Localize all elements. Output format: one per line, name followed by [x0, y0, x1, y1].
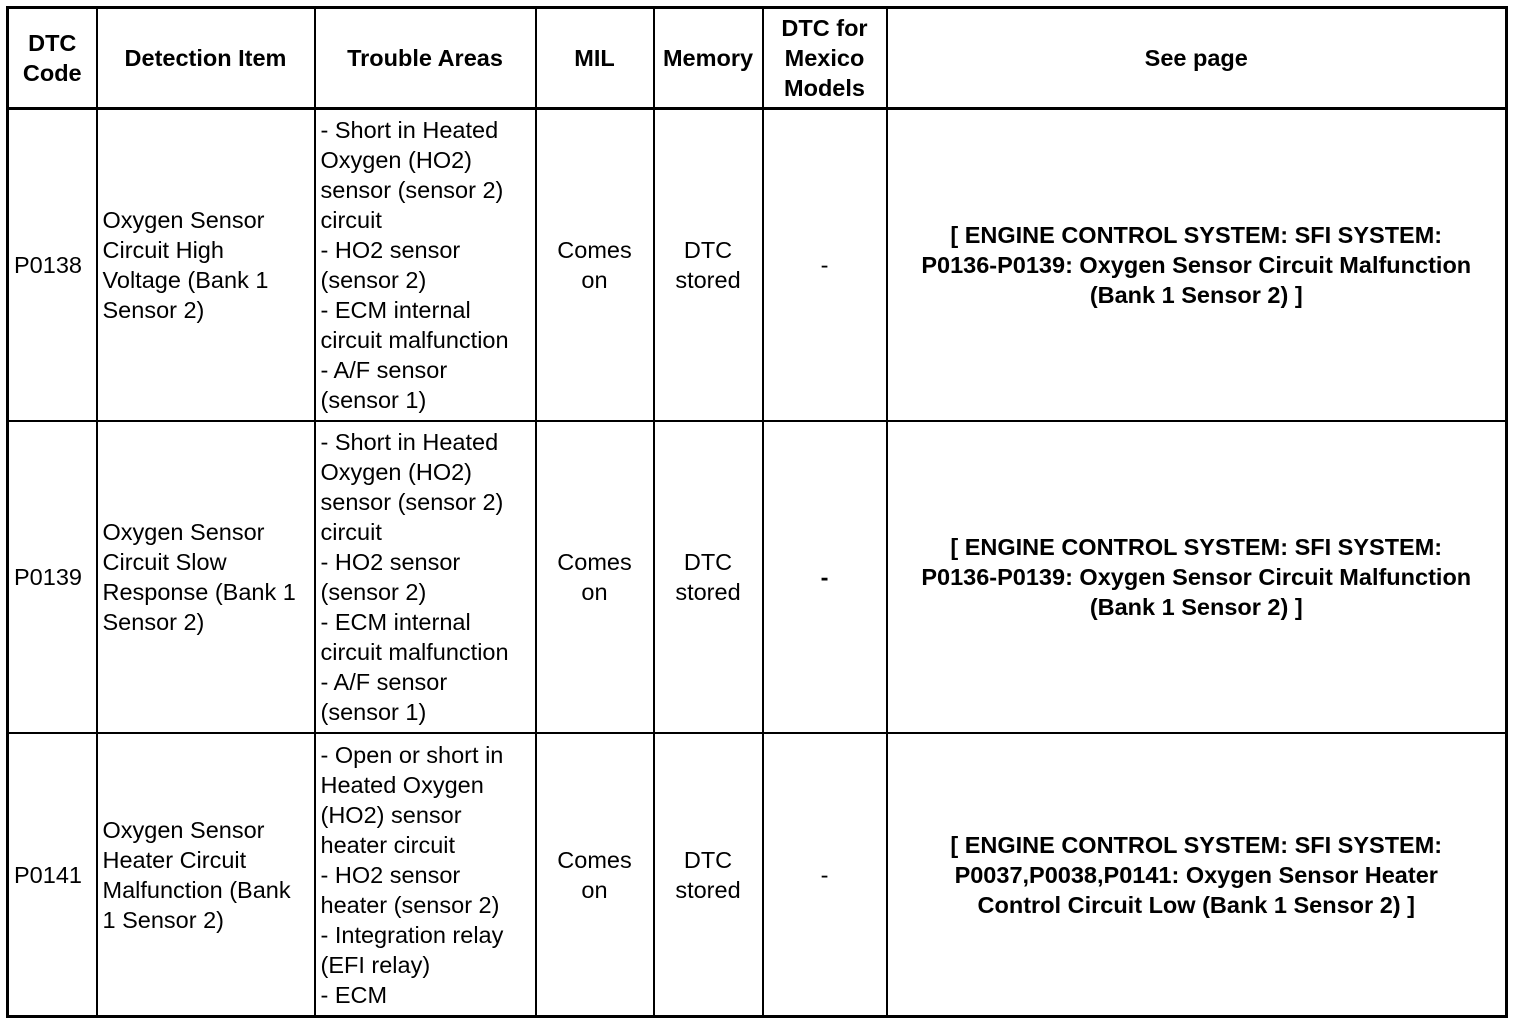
mil-cell: [536, 421, 654, 733]
see-page-line: Control Circuit Low (Bank 1 Sensor 2) ]: [977, 891, 1415, 918]
detection-item-line: Circuit Slow: [102, 549, 227, 576]
mil-line: on: [581, 579, 608, 606]
trouble-area-line: - Open or short in: [320, 741, 504, 768]
trouble-area-line: - Integration relay: [320, 921, 504, 948]
detection-item-line: Response (Bank 1: [102, 579, 296, 606]
detection-item-line: Malfunction (Bank: [102, 876, 291, 903]
trouble-areas-cell: [315, 733, 536, 1016]
mil-line: on: [581, 266, 608, 293]
detection-item-line: Circuit High: [102, 236, 224, 263]
trouble-area-line: (sensor 2): [320, 266, 427, 293]
mil-cell: [536, 109, 654, 421]
detection-item-cell: [97, 733, 315, 1016]
dtc-code-cell: P0139: [8, 421, 97, 733]
dtc-code-cell: P0141: [8, 733, 97, 1016]
see-page-line: [ ENGINE CONTROL SYSTEM: SFI SYSTEM:: [950, 534, 1443, 561]
trouble-areas-cell: [315, 421, 536, 733]
trouble-area-line: - ECM internal: [320, 296, 471, 323]
table-row: [8, 109, 1507, 421]
header-mil: MIL: [536, 8, 654, 109]
memory-line: stored: [675, 579, 741, 606]
memory-line: DTC: [683, 549, 733, 576]
trouble-area-line: (EFI relay): [320, 951, 431, 978]
see-page-link[interactable]: [887, 109, 1507, 421]
see-page-line: (Bank 1 Sensor 2) ]: [1089, 594, 1303, 621]
trouble-area-line: sensor (sensor 2): [320, 176, 504, 203]
detection-item-line: Oxygen Sensor: [102, 816, 265, 843]
header-detection-item: Detection Item: [97, 8, 315, 109]
trouble-area-line: heater (sensor 2): [320, 891, 500, 918]
detection-item-line: 1 Sensor 2): [102, 906, 224, 933]
see-page-line: (Bank 1 Sensor 2) ]: [1089, 281, 1303, 308]
dtc-code-cell: P0138: [8, 109, 97, 421]
mexico-cell: -: [763, 733, 887, 1016]
header-dtc-code-line: DTC: [28, 30, 77, 56]
see-page-line: P0037,P0038,P0141: Oxygen Sensor Heater: [954, 861, 1438, 888]
detection-item-line: Sensor 2): [102, 296, 205, 323]
trouble-area-line: - Short in Heated: [320, 429, 499, 456]
mil-line: on: [581, 876, 608, 903]
table-row: [8, 733, 1507, 1016]
header-row: [8, 8, 1507, 109]
trouble-area-line: sensor (sensor 2): [320, 489, 504, 516]
detection-item-cell: [97, 109, 315, 421]
header-trouble-areas: Trouble Areas: [315, 8, 536, 109]
header-dtc-mexico-line: Models: [784, 75, 865, 101]
memory-line: stored: [675, 876, 741, 903]
memory-line: DTC: [683, 846, 733, 873]
detection-item-line: Oxygen Sensor: [102, 206, 265, 233]
header-dtc-mexico-line: Mexico: [784, 45, 865, 71]
trouble-area-line: (sensor 1): [320, 699, 427, 726]
see-page-line: P0136-P0139: Oxygen Sensor Circuit Malfunction: [921, 251, 1472, 278]
table-body: [8, 109, 1507, 1017]
trouble-area-line: - HO2 sensor: [320, 236, 461, 263]
see-page-line: [ ENGINE CONTROL SYSTEM: SFI SYSTEM:: [950, 831, 1443, 858]
trouble-area-line: Oxygen (HO2): [320, 459, 472, 486]
see-page-link[interactable]: [887, 421, 1507, 733]
header-dtc-mexico-line: DTC for: [781, 15, 868, 41]
trouble-area-line: - A/F sensor: [320, 356, 448, 383]
header-dtc-code-line: Code: [22, 60, 82, 86]
see-page-line: [ ENGINE CONTROL SYSTEM: SFI SYSTEM:: [950, 221, 1443, 248]
header-dtc-code: [8, 8, 97, 109]
trouble-area-line: circuit malfunction: [320, 326, 509, 353]
detection-item-line: Sensor 2): [102, 609, 205, 636]
detection-item-cell: [97, 421, 315, 733]
table-row: [8, 421, 1507, 733]
trouble-area-line: Heated Oxygen: [320, 771, 484, 798]
detection-item-line: Voltage (Bank 1: [102, 266, 269, 293]
trouble-area-line: Oxygen (HO2): [320, 146, 472, 173]
trouble-areas-cell: [315, 109, 536, 421]
trouble-area-line: - HO2 sensor: [320, 549, 461, 576]
memory-line: DTC: [683, 236, 733, 263]
dtc-table: [6, 6, 1508, 1018]
trouble-area-line: - HO2 sensor: [320, 861, 461, 888]
see-page-line: P0136-P0139: Oxygen Sensor Circuit Malfunction: [921, 564, 1472, 591]
trouble-area-line: circuit: [320, 206, 382, 233]
mil-line: Comes: [557, 236, 632, 263]
trouble-area-line: - Short in Heated: [320, 116, 499, 143]
mil-line: Comes: [557, 549, 632, 576]
memory-cell: [654, 733, 763, 1016]
see-page-link[interactable]: [887, 733, 1507, 1016]
detection-item-line: Heater Circuit: [102, 846, 247, 873]
trouble-area-line: - ECM: [320, 981, 388, 1008]
header-dtc-mexico: [763, 8, 887, 109]
header-memory: Memory: [654, 8, 763, 109]
trouble-area-line: (sensor 1): [320, 386, 427, 413]
mexico-cell: -: [763, 109, 887, 421]
mexico-cell: -: [763, 421, 887, 733]
mil-line: Comes: [557, 846, 632, 873]
memory-cell: [654, 421, 763, 733]
trouble-area-line: (sensor 2): [320, 579, 427, 606]
mil-cell: [536, 733, 654, 1016]
detection-item-line: Oxygen Sensor: [102, 519, 265, 546]
trouble-area-line: (HO2) sensor: [320, 801, 462, 828]
trouble-area-line: circuit malfunction: [320, 639, 509, 666]
header-see-page: See page: [887, 8, 1507, 109]
memory-cell: [654, 109, 763, 421]
trouble-area-line: - ECM internal: [320, 609, 471, 636]
memory-line: stored: [675, 266, 741, 293]
trouble-area-line: circuit: [320, 519, 382, 546]
trouble-area-line: heater circuit: [320, 831, 456, 858]
trouble-area-line: - A/F sensor: [320, 669, 448, 696]
